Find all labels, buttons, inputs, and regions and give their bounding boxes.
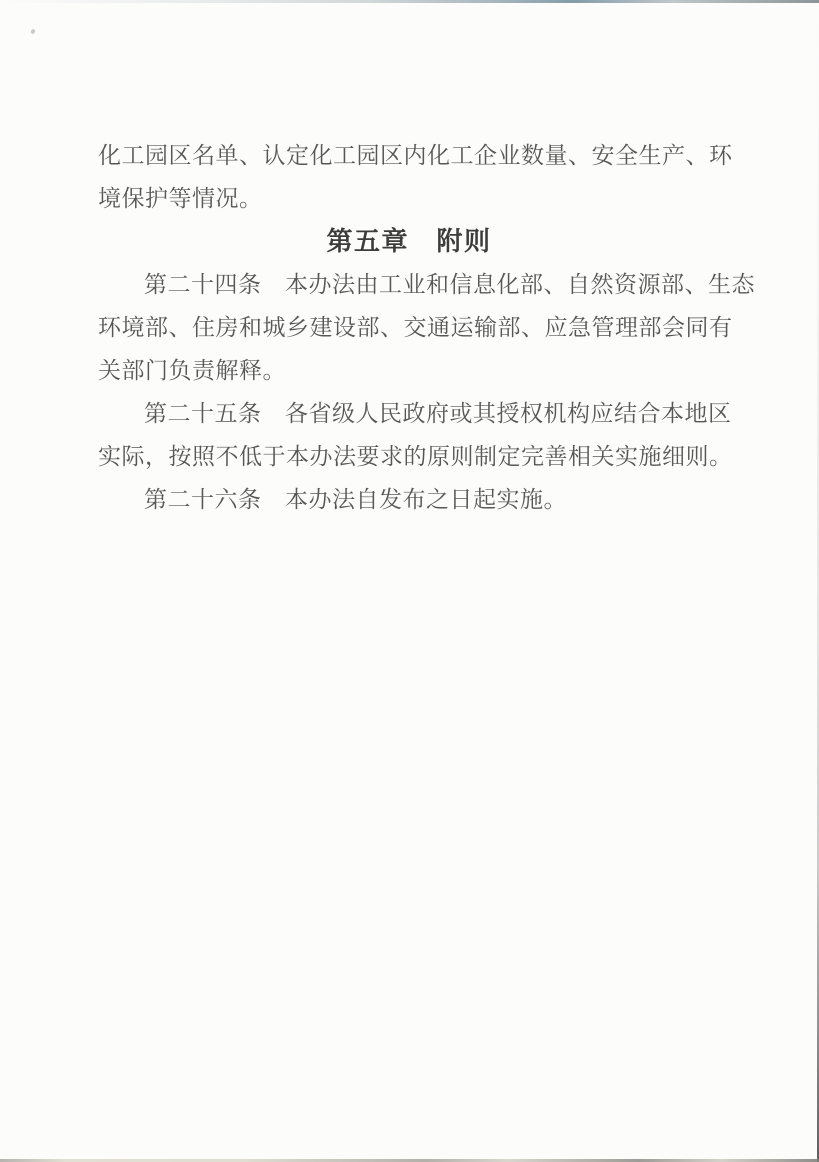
article-24-line: 第二十四条 本办法由工业和信息化部、自然资源部、生态 xyxy=(144,272,755,297)
article-25-line: 第二十五条 各省级人民政府或其授权机构应结合本地区 xyxy=(144,401,732,426)
article-26-line: 第二十六条 本办法自发布之日起实施。 xyxy=(144,487,567,512)
body-line: 实际，按照不低于本办法要求的原则制定完善相关实施细则。 xyxy=(98,444,733,469)
body-line: 境保护等情况。 xyxy=(98,186,263,211)
body-line: 化工园区名单、认定化工园区内化工企业数量、安全生产、环 xyxy=(98,143,733,168)
body-line: 关部门负责解释。 xyxy=(98,358,286,383)
body-line: 环境部、住房和城乡建设部、交通运输部、应急管理部会同有 xyxy=(98,315,733,340)
document-text-block xyxy=(98,134,755,521)
scan-edge-top xyxy=(0,0,819,3)
chapter-heading: 第五章 附则 xyxy=(326,227,492,256)
scan-speck xyxy=(30,28,35,34)
